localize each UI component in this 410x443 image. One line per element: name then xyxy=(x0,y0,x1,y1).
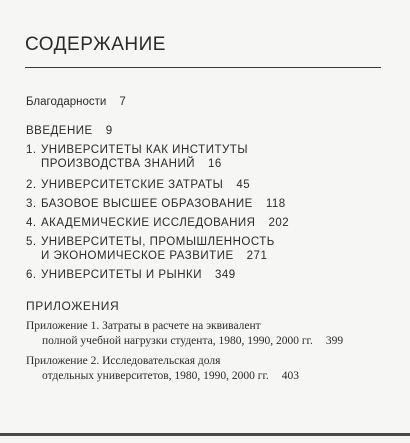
toc-introduction xyxy=(26,125,113,137)
appendix-title-line2: полной учебной нагрузки студента, 1980, 1990, 2000 гг. xyxy=(42,335,313,347)
chapter-number: 2. xyxy=(26,179,37,191)
chapter-title-line2: И ЭКОНОМИЧЕСКОЕ РАЗВИТИЕ xyxy=(41,250,234,262)
appendix-title-line2: отдельных университетов, 1980, 1990, 2000 гг. xyxy=(42,370,269,382)
chapter-number: 4. xyxy=(26,217,37,229)
toc-chapter-4 xyxy=(26,216,289,230)
toc-chapter-6 xyxy=(26,268,236,282)
toc-chapter-2 xyxy=(26,178,250,192)
chapter-page: 45 xyxy=(236,179,251,191)
toc-chapter-5 xyxy=(26,235,275,263)
toc-introduction-page: 9 xyxy=(105,125,113,137)
chapter-number: 5. xyxy=(26,236,37,248)
toc-chapter-1 xyxy=(26,143,248,171)
chapter-page: 202 xyxy=(268,217,290,229)
chapter-page: 118 xyxy=(265,198,286,210)
title-divider xyxy=(25,67,381,68)
chapter-title-line1: УНИВЕРСИТЕТЫ, ПРОМЫШЛЕННОСТЬ xyxy=(41,236,275,248)
page-bottom-edge xyxy=(0,433,410,436)
chapter-title-line1: БАЗОВОЕ ВЫСШЕЕ ОБРАЗОВАНИЕ xyxy=(41,198,253,210)
toc-appendix-1 xyxy=(26,319,343,349)
appendices-heading: ПРИЛОЖЕНИЯ xyxy=(26,299,120,313)
toc-acknowledgments xyxy=(26,96,126,108)
chapter-title-line1: УНИВЕРСИТЕТЫ И РЫНКИ xyxy=(41,269,203,281)
chapter-page: 16 xyxy=(207,158,222,170)
chapter-title-line1: АКАДЕМИЧЕСКИЕ ИССЛЕДОВАНИЯ xyxy=(41,217,256,229)
toc-chapter-3 xyxy=(26,197,286,211)
toc-appendix-2 xyxy=(26,354,299,384)
chapter-number: 3. xyxy=(26,198,37,210)
chapter-page: 349 xyxy=(215,269,236,281)
chapter-page: 271 xyxy=(246,250,268,262)
chapter-title-line1: УНИВЕРСИТЕТЫ КАК ИНСТИТУТЫ xyxy=(41,144,249,156)
toc-acknowledgments-page: 7 xyxy=(119,96,126,108)
chapter-title-line1: УНИВЕРСИТЕТСКИЕ ЗАТРАТЫ xyxy=(41,179,224,191)
appendix-page: 403 xyxy=(281,370,300,382)
toc-introduction-label: ВВЕДЕНИЕ xyxy=(26,125,93,137)
chapter-title-line2: ПРОИЗВОДСТВА ЗНАНИЙ xyxy=(41,158,195,170)
appendix-title-line1: Приложение 2. Исследовательская доля xyxy=(26,355,221,367)
chapter-number: 6. xyxy=(26,269,37,281)
toc-acknowledgments-label: Благодарности xyxy=(26,96,107,108)
appendix-title-line1: Приложение 1. Затраты в расчете на эквивалент xyxy=(26,320,261,332)
chapter-number: 1. xyxy=(26,144,37,156)
appendix-page: 399 xyxy=(325,335,344,347)
page-title: СОДЕРЖАНИЕ xyxy=(25,34,166,55)
